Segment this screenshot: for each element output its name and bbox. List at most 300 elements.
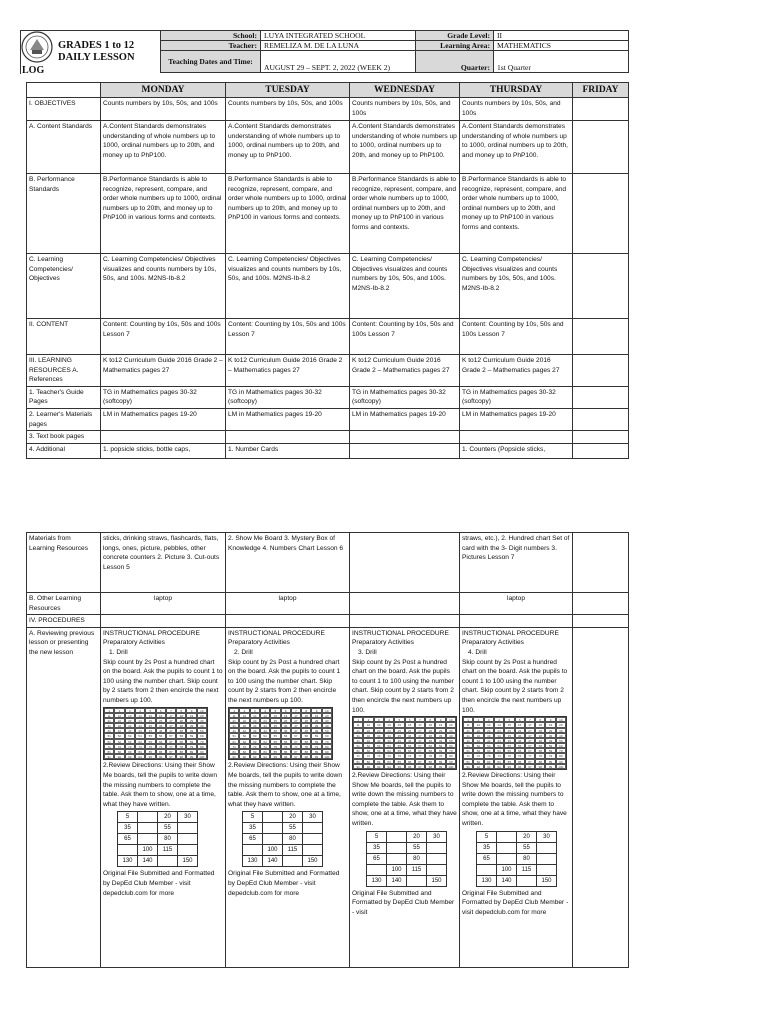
hundred-chart-cell: 64 <box>260 739 270 744</box>
row-label: 2. Learner's Materials pages <box>27 408 101 430</box>
header-info-table <box>160 30 629 73</box>
hundred-chart-cell: 4 <box>260 708 270 713</box>
hundred-chart-cell: 2 <box>239 708 249 713</box>
hundred-chart-cell: 71 <box>229 744 239 749</box>
hundred-chart-cell: 73 <box>484 753 494 758</box>
missing-numbers-cell <box>303 823 323 834</box>
procedure-row <box>27 627 629 967</box>
hundred-chart-cell: 45 <box>394 738 404 743</box>
procedure-cell <box>101 627 226 967</box>
hundred-chart-cell: 6 <box>515 717 525 722</box>
table-cell <box>573 533 629 593</box>
table-cell: TG in Mathematics pages 30-32 (softcopy) <box>350 386 460 408</box>
hundred-chart-cell: 93 <box>484 764 494 769</box>
table-cell <box>350 443 460 458</box>
hundred-chart-cell: 22 <box>473 728 483 733</box>
drill-text: Skip count by 2s Post a hundred chart on the board. Ask the pupils to count 1 to 100 using the number chart. Skip count by 2 starts from 2 then encircle the next numbers up 100. <box>352 658 454 714</box>
hundred-chart-cell: 11 <box>463 722 473 727</box>
hundred-chart-cell: 75 <box>270 744 280 749</box>
table-cell <box>573 443 629 458</box>
hundred-chart-cell: 72 <box>239 744 249 749</box>
table-cell: straws, etc.), 2. Hundred chart Set of card with the 3- Digit numbers 3. Pictures Lesson 7 <box>460 533 573 593</box>
hundred-chart-cell: 91 <box>353 764 363 769</box>
missing-numbers-table <box>117 811 198 867</box>
hundred-chart-cell: 28 <box>535 728 545 733</box>
table-row <box>27 431 629 444</box>
hundred-chart-cell: 7 <box>166 708 176 713</box>
hundred-chart-cell: 99 <box>545 764 555 769</box>
missing-numbers-cell: 115 <box>283 845 303 856</box>
hundred-chart-cell: 19 <box>311 713 321 718</box>
hundred-chart-cell: 64 <box>494 748 504 753</box>
hundred-chart-cell: 92 <box>363 764 373 769</box>
hundred-chart-cell: 93 <box>125 754 135 759</box>
hundred-chart-cell: 39 <box>435 733 445 738</box>
hundred-chart-cell: 65 <box>270 739 280 744</box>
hundred-chart-cell: 10 <box>197 708 207 713</box>
hundred-chart-cell: 15 <box>394 722 404 727</box>
table-row <box>27 98 629 121</box>
dates-label: Teaching Dates and Time: <box>161 51 261 73</box>
hundred-chart-cell: 72 <box>114 744 124 749</box>
table-row <box>27 615 629 628</box>
hundred-chart-cell: 4 <box>494 717 504 722</box>
hundred-chart-cell: 76 <box>281 744 291 749</box>
review-text: 2.Review Directions: Using their Show Me boards, tell the pupils to write down the missing numbers to complete the table. Ask them to show, one at a time, what they have written. <box>462 772 567 827</box>
corner-cell <box>27 83 101 98</box>
hundred-chart <box>228 707 333 761</box>
hundred-chart-cell: 22 <box>363 728 373 733</box>
hundred-chart-cell: 63 <box>374 748 384 753</box>
hundred-chart-cell: 59 <box>311 733 321 738</box>
hundred-chart-cell: 42 <box>239 728 249 733</box>
hundred-chart-cell: 74 <box>494 753 504 758</box>
missing-numbers-cell <box>517 875 537 886</box>
hundred-chart-cell: 51 <box>104 733 114 738</box>
missing-numbers-cell <box>158 856 178 867</box>
hundred-chart-cell: 49 <box>311 728 321 733</box>
teacher-label: Teacher: <box>161 41 261 51</box>
hundred-chart-cell: 21 <box>463 728 473 733</box>
missing-numbers-cell <box>537 842 557 853</box>
table-cell <box>573 98 629 121</box>
hundred-chart-cell: 8 <box>301 708 311 713</box>
hundred-chart-cell: 97 <box>291 754 301 759</box>
hundred-chart-cell: 67 <box>415 748 425 753</box>
missing-numbers-cell <box>118 845 138 856</box>
hundred-chart-cell: 74 <box>260 744 270 749</box>
hundred-chart-cell: 99 <box>186 754 196 759</box>
hundred-chart-cell: 88 <box>176 749 186 754</box>
hundred-chart-cell: 76 <box>515 753 525 758</box>
hundred-chart-cell: 51 <box>229 733 239 738</box>
hundred-chart-cell: 55 <box>394 743 404 748</box>
hundred-chart-cell: 36 <box>281 723 291 728</box>
hundred-chart-cell: 89 <box>186 749 196 754</box>
hundred-chart-cell: 58 <box>176 733 186 738</box>
hundred-chart-cell: 59 <box>545 743 555 748</box>
hundred-chart-cell: 46 <box>156 728 166 733</box>
hundred-chart-cell: 82 <box>114 749 124 754</box>
hundred-chart-cell: 86 <box>156 749 166 754</box>
hundred-chart-cell: 5 <box>394 717 404 722</box>
hundred-chart-cell: 47 <box>291 728 301 733</box>
missing-numbers-cell <box>178 845 198 856</box>
hundred-chart-cell: 79 <box>311 744 321 749</box>
hundred-chart-cell: 48 <box>535 738 545 743</box>
hundred-chart-cell: 87 <box>415 759 425 764</box>
hundred-chart-cell: 22 <box>114 718 124 723</box>
hundred-chart-cell: 10 <box>322 708 332 713</box>
table-row <box>27 254 629 319</box>
hundred-chart-cell: 31 <box>104 723 114 728</box>
hundred-chart-cell: 100 <box>446 764 456 769</box>
hundred-chart-cell: 4 <box>135 708 145 713</box>
hundred-chart-cell: 37 <box>415 733 425 738</box>
hundred-chart-cell: 61 <box>353 748 363 753</box>
hundred-chart-cell: 12 <box>239 713 249 718</box>
table-cell: A.Content Standards demonstrates understanding of whole numbers up to 1000, ordinal numbers up to 20th, and money up to PhP100. <box>350 121 460 174</box>
hundred-chart-cell: 15 <box>145 713 155 718</box>
table-cell <box>573 431 629 444</box>
hundred-chart-cell: 91 <box>463 764 473 769</box>
missing-numbers-row <box>367 853 447 864</box>
table-cell: A.Content Standards demonstrates understanding of whole numbers up to 1000, ordinal numbers up to 20th, and money up to PhP100. <box>460 121 573 174</box>
table-cell: Counts numbers by 10s, 50s, and 100s <box>101 98 226 121</box>
hundred-chart-cell: 44 <box>494 738 504 743</box>
missing-numbers-cell: 150 <box>537 875 557 886</box>
hundred-chart-cell: 44 <box>260 728 270 733</box>
day-header-row <box>27 83 629 98</box>
hundred-chart-cell: 90 <box>556 759 566 764</box>
hundred-chart-cell: 38 <box>425 733 435 738</box>
hundred-chart-cell: 10 <box>556 717 566 722</box>
row-label: Materials from Learning Resources <box>27 533 101 593</box>
table-cell: LM in Mathematics pages 19-20 <box>350 408 460 430</box>
lesson-table-page-2 <box>26 532 629 968</box>
quarter-value: 1st Quarter <box>494 51 629 73</box>
hundred-chart-cell: 68 <box>425 748 435 753</box>
hundred-chart-cell: 94 <box>494 764 504 769</box>
hundred-chart-cell: 30 <box>556 728 566 733</box>
hundred-chart-cell: 62 <box>363 748 373 753</box>
table-cell: laptop <box>460 593 573 615</box>
drill-label: 4. Drill <box>468 648 487 656</box>
missing-numbers-cell: 115 <box>158 845 178 856</box>
hundred-chart-cell: 81 <box>353 759 363 764</box>
missing-numbers-cell: 100 <box>497 864 517 875</box>
missing-numbers-row <box>243 856 323 867</box>
hundred-chart-cell: 38 <box>176 723 186 728</box>
table-row <box>27 355 629 387</box>
hundred-chart-cell: 14 <box>260 713 270 718</box>
hundred-chart-cell: 47 <box>166 728 176 733</box>
hundred-chart-cell: 21 <box>229 718 239 723</box>
table-cell <box>350 431 460 444</box>
hundred-chart-cell: 26 <box>515 728 525 733</box>
missing-numbers-cell <box>303 845 323 856</box>
row-label: 3. Text book pages <box>27 431 101 444</box>
hundred-chart-cell: 7 <box>291 708 301 713</box>
hundred-chart-cell: 25 <box>504 728 514 733</box>
hundred-chart-cell: 1 <box>229 708 239 713</box>
hundred-chart-cell: 99 <box>311 754 321 759</box>
missing-numbers-cell: 20 <box>158 812 178 823</box>
missing-numbers-row <box>243 834 323 845</box>
hundred-chart-cell: 85 <box>394 759 404 764</box>
hundred-chart-cell: 38 <box>301 723 311 728</box>
hundred-chart-cell: 69 <box>435 748 445 753</box>
hundred-chart-cell: 92 <box>239 754 249 759</box>
missing-numbers-cell: 20 <box>517 831 537 842</box>
hundred-chart-cell: 24 <box>494 728 504 733</box>
missing-numbers-cell <box>263 823 283 834</box>
hundred-chart-cell: 92 <box>473 764 483 769</box>
hundred-chart-cell: 55 <box>270 733 280 738</box>
review-text: 2.Review Directions: Using their Show Me boards, tell the pupils to write down the missing numbers to complete the table. Ask them to show, one at a time, what they have written. <box>352 772 457 827</box>
hundred-chart-cell: 20 <box>446 722 456 727</box>
drill-text: Skip count by 2s Post a hundred chart on the board. Ask the pupils to count 1 to 100 using the number chart. Skip count by 2 starts from 2 then encircle the next numbers up 100. <box>462 658 568 714</box>
table-cell: Counts numbers by 10s, 50s, and 100s <box>350 98 460 121</box>
missing-numbers-cell <box>387 842 407 853</box>
hundred-chart-cell: 3 <box>484 717 494 722</box>
title-line-1: GRADES 1 to 12 <box>58 40 135 51</box>
hundred-chart-cell: 60 <box>322 733 332 738</box>
hundred-chart-cell: 92 <box>114 754 124 759</box>
table-cell <box>350 593 460 615</box>
hundred-chart-cell: 60 <box>556 743 566 748</box>
hundred-chart-cell: 32 <box>239 723 249 728</box>
table-row <box>27 386 629 408</box>
missing-numbers-row <box>118 845 198 856</box>
hundred-chart-cell: 54 <box>384 743 394 748</box>
hundred-chart-cell: 40 <box>446 733 456 738</box>
table-cell <box>573 355 629 387</box>
hundred-chart-cell: 18 <box>301 713 311 718</box>
school-value: LUYA INTEGRATED SCHOOL <box>261 31 416 41</box>
hundred-chart-cell: 1 <box>104 708 114 713</box>
hundred-chart-cell: 57 <box>166 733 176 738</box>
hundred-chart-cell: 59 <box>186 733 196 738</box>
hundred-chart-cell: 15 <box>504 722 514 727</box>
hundred-chart-cell: 30 <box>446 728 456 733</box>
hundred-chart-cell: 56 <box>405 743 415 748</box>
missing-numbers-cell <box>178 834 198 845</box>
hundred-chart-cell: 49 <box>545 738 555 743</box>
hundred-chart-cell: 6 <box>156 708 166 713</box>
hundred-chart-cell: 16 <box>405 722 415 727</box>
hundred-chart-cell: 70 <box>322 739 332 744</box>
hundred-chart-cell: 28 <box>301 718 311 723</box>
table-cell: LM in Mathematics pages 19-20 <box>226 408 350 430</box>
hundred-chart-cell: 61 <box>104 739 114 744</box>
row-label: I. OBJECTIVES <box>27 98 101 121</box>
hundred-chart-cell: 96 <box>281 754 291 759</box>
table-cell <box>573 615 629 628</box>
missing-numbers-cell <box>427 853 447 864</box>
hundred-chart-cell: 70 <box>446 748 456 753</box>
hundred-chart-cell: 12 <box>363 722 373 727</box>
table-cell: Content: Counting by 10s, 50s and 100s Lesson 7 <box>101 319 226 355</box>
row-label: III. LEARNING RESOURCES A. References <box>27 355 101 387</box>
hundred-chart-cell: 47 <box>415 738 425 743</box>
hundred-chart-cell: 71 <box>353 753 363 758</box>
hundred-chart-cell: 14 <box>384 722 394 727</box>
hundred-chart-cell: 3 <box>125 708 135 713</box>
hundred-chart-cell: 40 <box>197 723 207 728</box>
table-cell <box>573 319 629 355</box>
hundred-chart-cell: 99 <box>435 764 445 769</box>
missing-numbers-cell <box>138 812 158 823</box>
hundred-chart-cell: 39 <box>311 723 321 728</box>
hundred-chart-cell: 5 <box>145 708 155 713</box>
missing-numbers-cell: 55 <box>407 842 427 853</box>
hundred-chart-cell: 27 <box>525 728 535 733</box>
table-cell <box>226 431 350 444</box>
hundred-chart-cell: 42 <box>473 738 483 743</box>
table-row <box>27 319 629 355</box>
missing-numbers-cell: 100 <box>387 864 407 875</box>
hundred-chart-cell: 9 <box>311 708 321 713</box>
hundred-chart-cell: 52 <box>473 743 483 748</box>
missing-numbers-cell: 65 <box>243 834 263 845</box>
hundred-chart-cell: 32 <box>114 723 124 728</box>
hundred-chart-cell: 50 <box>446 738 456 743</box>
hundred-chart-cell: 17 <box>291 713 301 718</box>
hundred-chart-cell: 66 <box>281 739 291 744</box>
table-cell <box>350 533 460 593</box>
hundred-chart-cell: 11 <box>104 713 114 718</box>
hundred-chart-cell: 81 <box>229 749 239 754</box>
missing-numbers-cell: 80 <box>158 834 178 845</box>
hundred-chart-cell: 67 <box>166 739 176 744</box>
missing-numbers-cell: 55 <box>158 823 178 834</box>
hundred-chart-cell: 9 <box>545 717 555 722</box>
hundred-chart-cell: 30 <box>197 718 207 723</box>
hundred-chart-cell: 53 <box>250 733 260 738</box>
procedure-cell <box>460 627 573 967</box>
hundred-chart-cell: 72 <box>473 753 483 758</box>
table-cell: B.Performance Standards is able to recognize, represent, compare, and order whole numbers up to 1000, ordinal numbers up to 20th, and money up to PhP100 in various forms and contexts. <box>460 174 573 254</box>
hundred-chart-cell: 53 <box>125 733 135 738</box>
hundred-chart-cell: 83 <box>125 749 135 754</box>
hundred-chart-cell: 46 <box>281 728 291 733</box>
hundred-chart-cell: 49 <box>435 738 445 743</box>
hundred-chart-cell: 75 <box>504 753 514 758</box>
hundred-chart-cell: 8 <box>535 717 545 722</box>
hundred-chart-cell: 12 <box>114 713 124 718</box>
hundred-chart-cell: 7 <box>415 717 425 722</box>
hundred-chart-cell: 78 <box>176 744 186 749</box>
table-cell <box>573 408 629 430</box>
table-cell: 1. Number Cards <box>226 443 350 458</box>
hundred-chart-cell: 30 <box>322 718 332 723</box>
hundred-chart-cell: 19 <box>186 713 196 718</box>
table-cell <box>101 431 226 444</box>
table-cell: Counts numbers by 10s, 50s, and 100s <box>460 98 573 121</box>
hundred-chart-cell: 77 <box>415 753 425 758</box>
hundred-chart-cell: 62 <box>473 748 483 753</box>
missing-numbers-cell: 20 <box>407 831 427 842</box>
hundred-chart-cell: 19 <box>435 722 445 727</box>
grade-value: II <box>494 31 629 41</box>
hundred-chart-cell: 3 <box>374 717 384 722</box>
table-row <box>27 443 629 458</box>
missing-numbers-cell: 100 <box>263 845 283 856</box>
table-cell: K to12 Curriculum Guide 2016 Grade 2 – Mathematics pages 27 <box>460 355 573 387</box>
hundred-chart-cell: 86 <box>515 759 525 764</box>
missing-numbers-cell: 5 <box>477 831 497 842</box>
missing-numbers-cell: 30 <box>303 812 323 823</box>
missing-numbers-cell <box>477 864 497 875</box>
hundred-chart-cell: 77 <box>166 744 176 749</box>
hundred-chart-cell: 45 <box>504 738 514 743</box>
hundred-chart-cell: 63 <box>250 739 260 744</box>
hundred-chart-cell: 83 <box>484 759 494 764</box>
table-cell: LM in Mathematics pages 19-20 <box>101 408 226 430</box>
hundred-chart-cell: 7 <box>525 717 535 722</box>
hundred-chart-cell: 98 <box>176 754 186 759</box>
hundred-chart-cell: 84 <box>135 749 145 754</box>
hundred-chart-cell: 31 <box>353 733 363 738</box>
hundred-chart-cell: 50 <box>197 728 207 733</box>
missing-numbers-row <box>477 864 557 875</box>
hundred-chart-cell: 28 <box>425 728 435 733</box>
hundred-chart-cell: 27 <box>415 728 425 733</box>
procedure-heading: INSTRUCTIONAL PROCEDURE Preparatory Activities <box>352 629 449 647</box>
hundred-chart-cell: 65 <box>504 748 514 753</box>
missing-numbers-cell <box>283 856 303 867</box>
row-label: IV. PROCEDURES <box>27 615 101 628</box>
review-text: 2.Review Directions: Using their Show Me boards, tell the pupils to write down the missing numbers to complete the table. Ask them to show, one at a time, what they have written. <box>228 762 342 808</box>
missing-numbers-cell <box>427 842 447 853</box>
hundred-chart-cell: 35 <box>504 733 514 738</box>
hundred-chart-cell: 4 <box>384 717 394 722</box>
hundred-chart-cell: 60 <box>446 743 456 748</box>
lesson-table-page-2-body <box>27 533 629 968</box>
table-row <box>27 533 629 593</box>
hundred-chart-cell: 56 <box>281 733 291 738</box>
missing-numbers-cell: 30 <box>537 831 557 842</box>
table-cell: Content: Counting by 10s, 50s and 100s Lesson 7 <box>460 319 573 355</box>
hundred-chart-cell: 95 <box>504 764 514 769</box>
hundred-chart-cell: 90 <box>446 759 456 764</box>
missing-numbers-row <box>477 875 557 886</box>
hundred-chart-cell: 78 <box>535 753 545 758</box>
hundred-chart-cell: 86 <box>405 759 415 764</box>
hundred-chart-cell: 80 <box>556 753 566 758</box>
hundred-chart-cell: 70 <box>556 748 566 753</box>
hundred-chart-cell: 34 <box>260 723 270 728</box>
missing-numbers-cell: 130 <box>367 875 387 886</box>
procedure-cell <box>226 627 350 967</box>
hundred-chart-cell: 29 <box>435 728 445 733</box>
hundred-chart-cell: 25 <box>394 728 404 733</box>
hundred-chart-cell: 96 <box>405 764 415 769</box>
hundred-chart-cell: 1 <box>463 717 473 722</box>
hundred-chart-cell: 34 <box>494 733 504 738</box>
hundred-chart-cell: 76 <box>156 744 166 749</box>
hundred-chart-cell: 16 <box>515 722 525 727</box>
table-row <box>27 174 629 254</box>
hundred-chart-cell: 41 <box>229 728 239 733</box>
hundred-chart-cell: 28 <box>176 718 186 723</box>
hundred-chart-cell: 95 <box>270 754 280 759</box>
hundred-chart-cell: 42 <box>363 738 373 743</box>
missing-numbers-cell: 65 <box>367 853 387 864</box>
hundred-chart-cell: 17 <box>166 713 176 718</box>
hundred-chart-cell: 81 <box>463 759 473 764</box>
